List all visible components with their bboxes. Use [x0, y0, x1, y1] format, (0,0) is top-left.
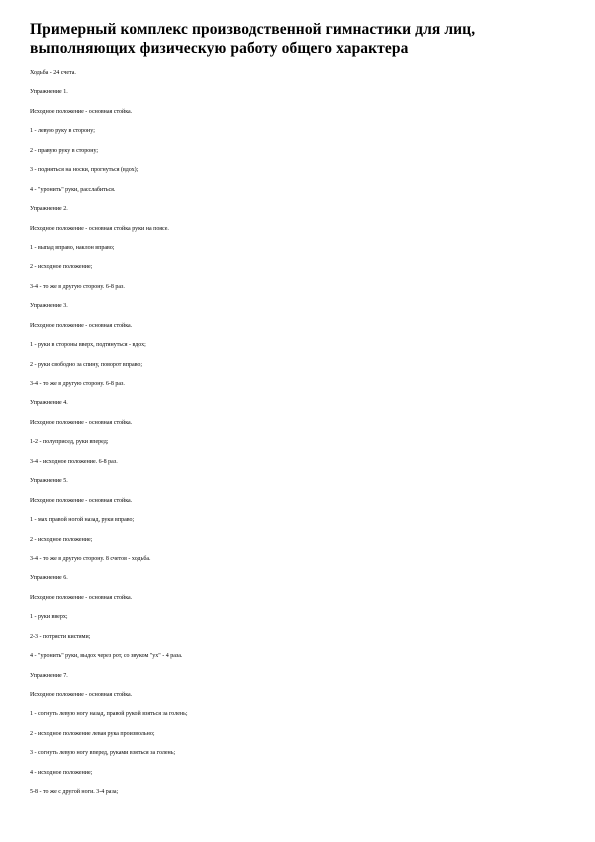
- text-line: 3-4 - то же в другую сторону. 6-8 раз.: [30, 381, 125, 387]
- text-line: Исходное положение - основная стойка руки на поясе.: [30, 225, 169, 232]
- text-line: 2 - правую руку в сторону;: [30, 147, 99, 154]
- text-line: 2 - исходное положение;: [30, 264, 93, 271]
- text-line: Исходное положение - основная стойка.: [30, 322, 133, 329]
- text-line: 3 - подняться на носки, прогнуться (вдох);: [30, 167, 139, 174]
- text-line: 5-8 - то же с другой ноги. 3-4 раза;: [30, 789, 119, 796]
- text-line: 1 - руки в стороны вверх, подтянуться - вдох;: [30, 342, 146, 349]
- document-title: Примерный комплекс производственной гимнастики для лиц, выполняющих физическую работу общего характера: [30, 21, 476, 57]
- document-body: [30, 70, 571, 796]
- text-line: Упражнение 7.: [30, 672, 68, 679]
- text-line: Исходное положение - основная стойка.: [30, 497, 133, 504]
- text-line: 2 - исходное положение левая рука произвольно;: [30, 730, 155, 737]
- text-line: Упражнение 1.: [30, 89, 68, 96]
- text-line: Упражнение 5.: [30, 478, 68, 485]
- text-line: 2 - исходное положение;: [30, 536, 93, 543]
- text-line: Упражнение 6.: [30, 575, 68, 582]
- text-line: Исходное положение - основная стойка.: [30, 594, 133, 601]
- text-line: 3-4 - то же в другую сторону. 8 счетов - ходьба.: [30, 555, 151, 562]
- text-line: 2-3 - потрясти кистями;: [30, 633, 91, 640]
- text-line: Упражнение 2.: [30, 206, 68, 213]
- text-line: 3-4 - то же в другую сторону. 6-8 раз.: [30, 283, 125, 290]
- text-line: 3 - согнуть левую ногу вперед, руками взяться за голень;: [30, 750, 176, 757]
- text-line: 1 - мах правой ногой назад, руки вправо;: [30, 517, 135, 524]
- text-line: 1 - руки вверх;: [30, 614, 68, 621]
- text-line: 3-4 - исходное положение. 6-8 раз.: [30, 458, 118, 465]
- text-line: 4 - "уронить" руки, выдох через рот, со звуком "ух" - 4 раза.: [30, 653, 183, 660]
- text-line: Упражнение 3.: [30, 303, 68, 310]
- text-line: 4 - исходное положение;: [30, 769, 93, 776]
- text-line: Исходное положение - основная стойка.: [30, 419, 133, 426]
- text-line: 1 - согнуть левую ногу назад, правой рукой взяться за голень;: [30, 711, 188, 718]
- text-line: 1 - левую руку в сторону;: [30, 128, 95, 135]
- text-line: Исходное положение - основная стойка.: [30, 108, 133, 115]
- text-line: 1 - выпад вправо, наклон вправо;: [30, 244, 115, 251]
- text-line: Ходьба - 24 счета.: [30, 70, 76, 76]
- text-line: Исходное положение - основная стойка.: [30, 692, 133, 698]
- text-line: 2 - руки свободно за спину, поворот вправо;: [30, 361, 143, 368]
- text-line: 4 - "уронить" руки, расслабиться.: [30, 186, 116, 193]
- text-line: Упражнение 4.: [30, 400, 68, 407]
- text-line: 1-2 - полуприсед, руки вперед;: [30, 439, 109, 446]
